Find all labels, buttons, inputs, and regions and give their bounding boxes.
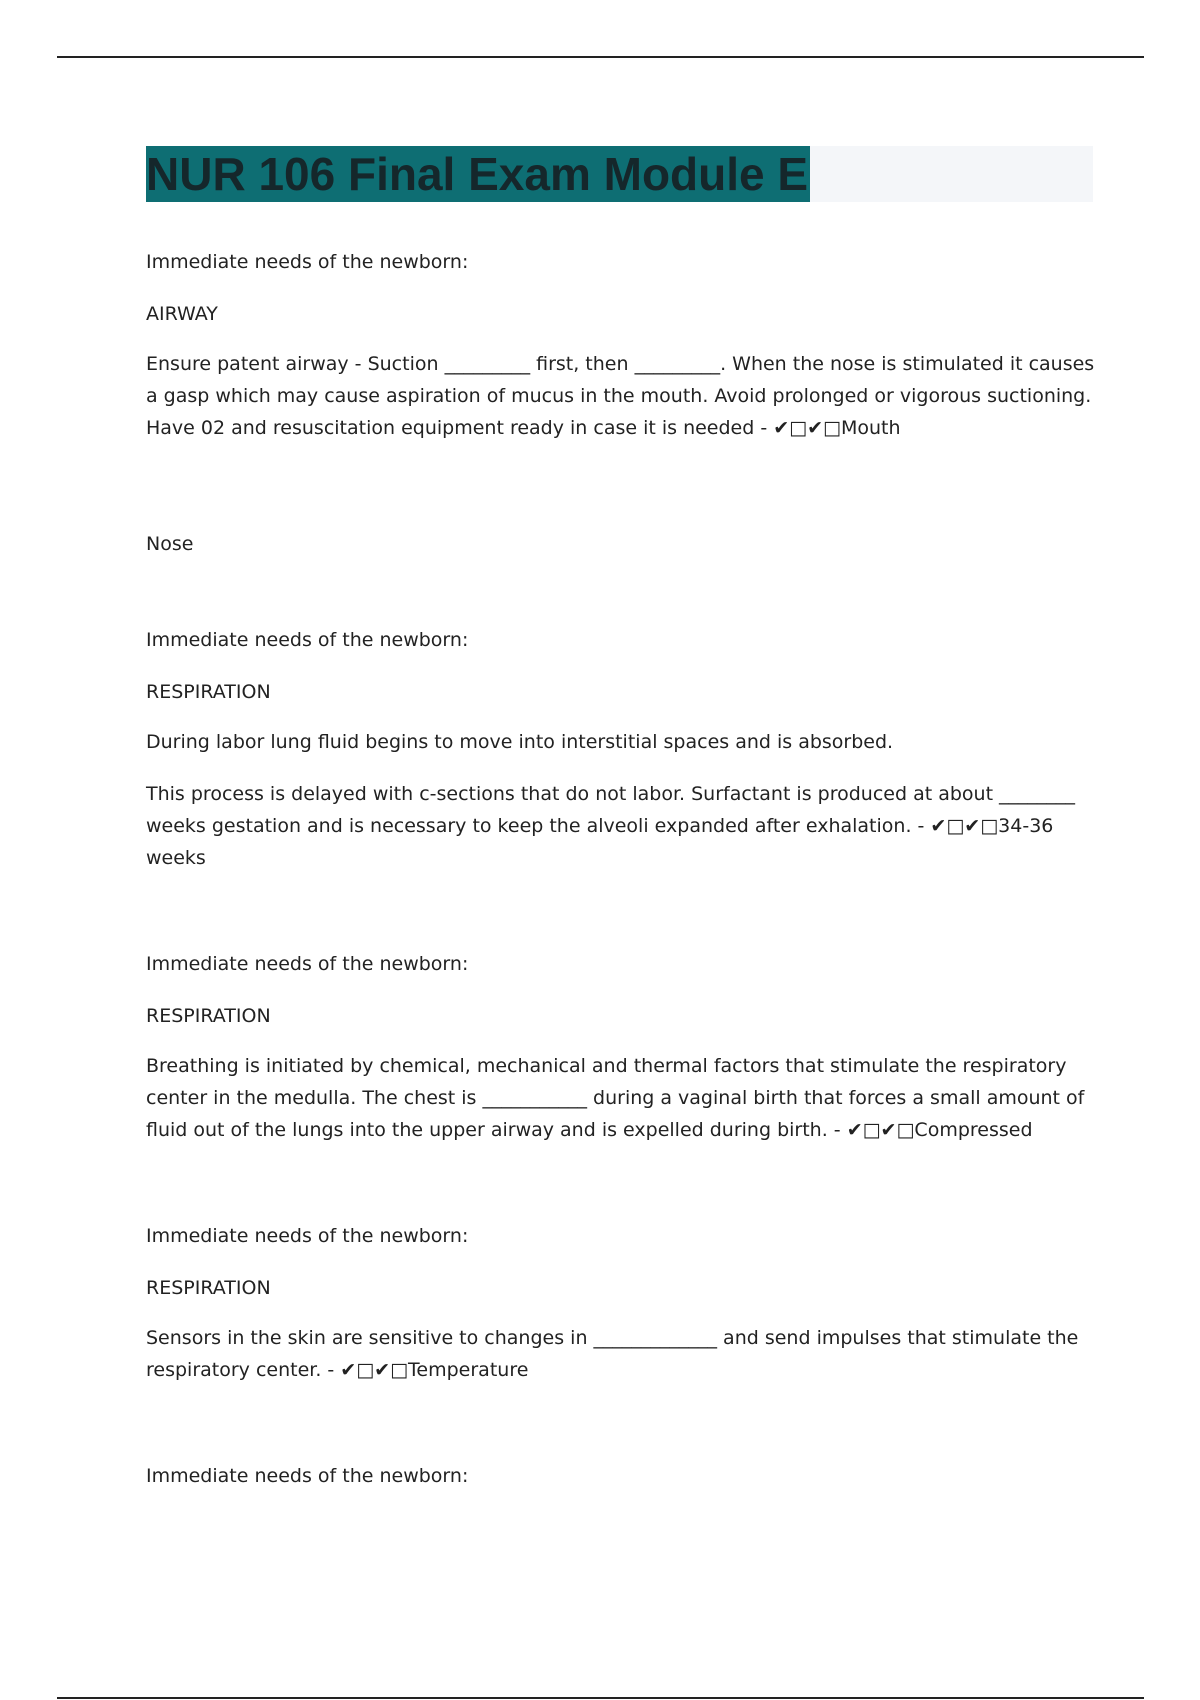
card-paragraph: During labor lung fluid begins to move into interstitial spaces and is absorbed.	[146, 731, 894, 753]
card-topic: AIRWAY	[146, 303, 218, 325]
spacer	[146, 1166, 1096, 1220]
card-question-text: Sensors in the skin are sensitive to changes in _____________ and send impulses that stimulate the respiratory center. - ✔□✔□Temperature	[146, 1327, 1079, 1381]
card-extra-answer: Nose	[146, 533, 194, 555]
card-question-text: This process is delayed with c-sections that do not labor. Surfactant is produced at about ________ weeks gestation and is necessary to keep the alveoli expanded after exhalation. - ✔□✔□34-36 weeks	[146, 783, 1076, 869]
bottom-rule	[57, 1697, 1144, 1699]
card-topic: RESPIRATION	[146, 681, 271, 703]
card-prompt: Immediate needs of the newborn:	[146, 1225, 469, 1247]
top-rule	[57, 56, 1144, 58]
spacer	[146, 1406, 1096, 1460]
card-prompt: Immediate needs of the newborn:	[146, 953, 469, 975]
card-question-text: Breathing is initiated by chemical, mechanical and thermal factors that stimulate the respiratory center in the medulla. The chest is ___________ during a vaginal birth that forces a small amount of fluid out of the lungs into the upper airway and is expelled during birth. - ✔□✔□Compressed	[146, 1055, 1085, 1141]
card-prompt: Immediate needs of the newborn:	[146, 251, 469, 273]
flashcard-continued	[146, 1460, 1096, 1492]
card-prompt: Immediate needs of the newborn:	[146, 629, 469, 651]
flashcard-respiration-3	[146, 1220, 1096, 1386]
flashcard-airway	[146, 246, 1096, 560]
card-prompt: Immediate needs of the newborn:	[146, 1465, 469, 1487]
card-topic: RESPIRATION	[146, 1277, 271, 1299]
document-title: NUR 106 Final Exam Module E	[146, 148, 809, 200]
card-topic: RESPIRATION	[146, 1005, 271, 1027]
flashcard-respiration-2	[146, 948, 1096, 1146]
spacer	[146, 560, 1096, 624]
flashcard-respiration-1	[146, 624, 1096, 874]
spacer	[146, 464, 1096, 528]
document-body	[146, 246, 1096, 1512]
spacer	[146, 894, 1096, 948]
card-question-text: Ensure patent airway - Suction _________ first, then _________. When the nose is stimulated it causes a gasp which may cause aspiration of mucus in the mouth. Avoid prolonged or vigorous suctioning. Have 02 and resuscitation equipment ready in case it is needed - ✔□✔□Mouth	[146, 353, 1095, 439]
